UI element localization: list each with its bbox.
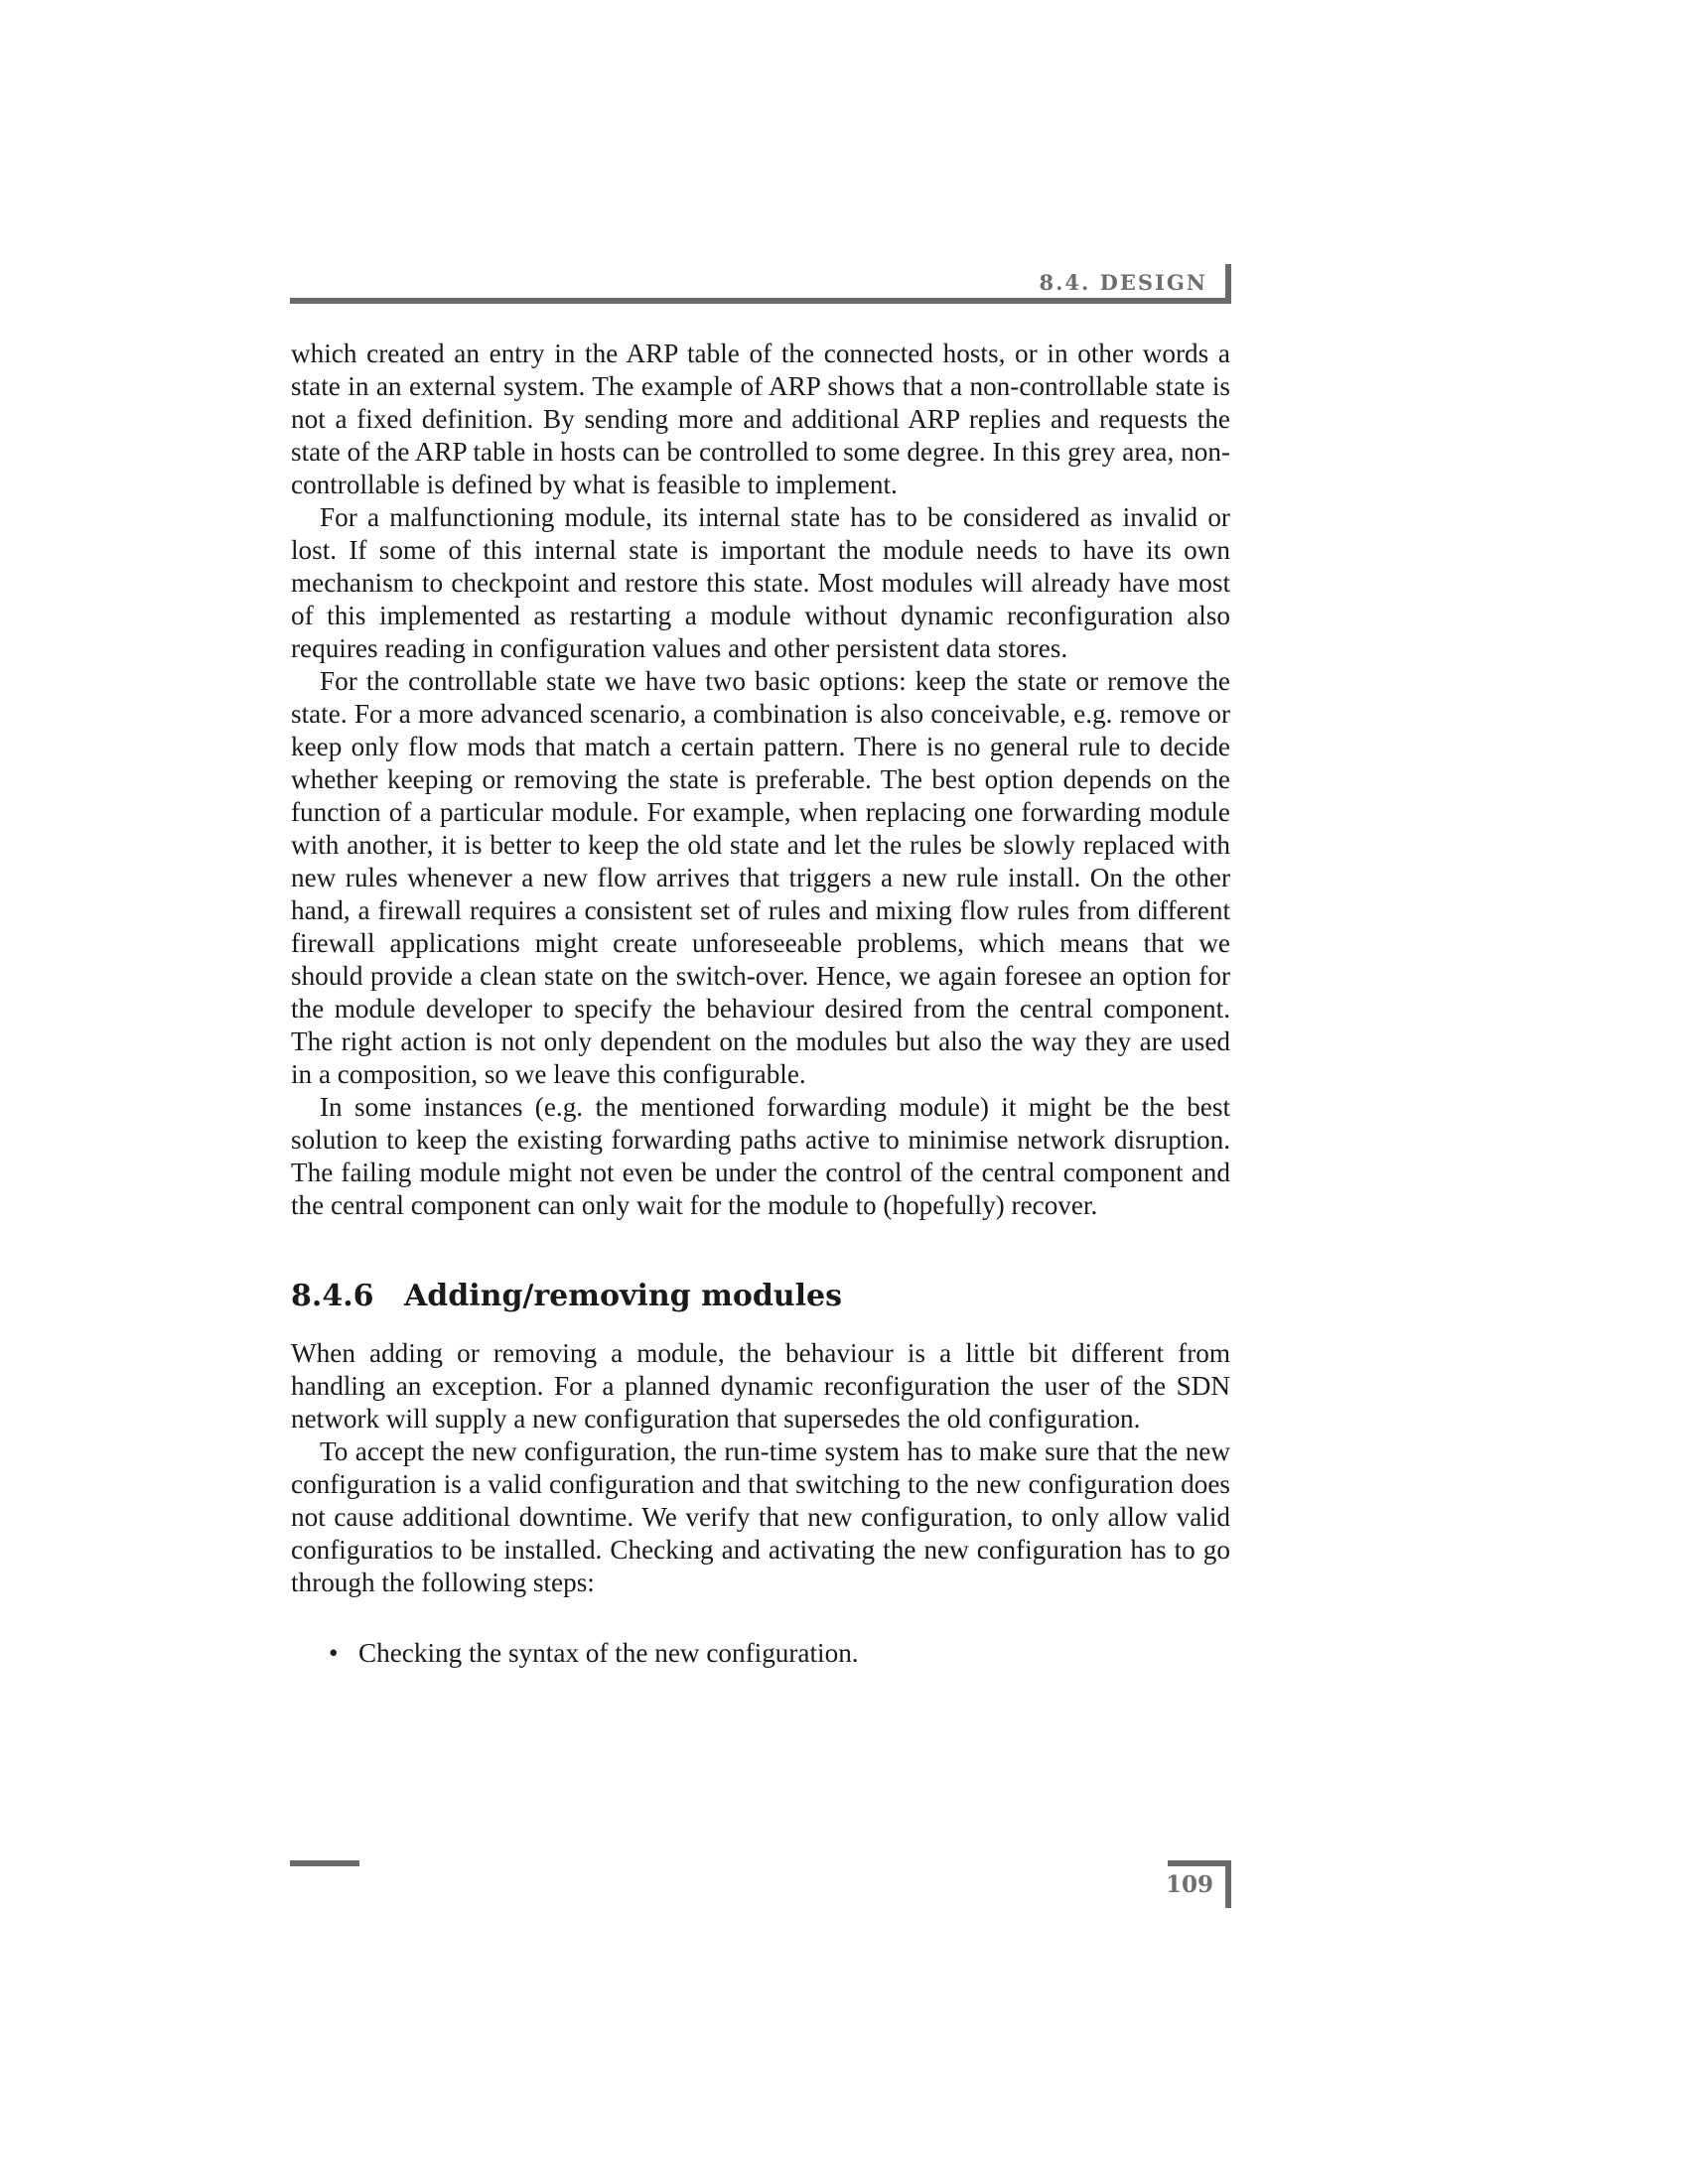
header-corner-bar [1225, 264, 1231, 304]
header-rule [290, 298, 1231, 304]
page-number: 109 [1165, 1871, 1213, 1898]
paragraph: When adding or removing a module, the behaviour is a little bit different from handling an exception. For a planned dynamic reconfiguration the user of the SDN network will supply a new configuration that supersedes the old configuration. [291, 1338, 1230, 1433]
section-number: 8.4.6 [291, 1279, 374, 1313]
paragraph: For a malfunctioning module, its internal state has to be considered as invalid or lost. If some of this internal state is important the module needs to have its own mechanism to checkpoint and restore this state. Most modules will already have most of this implemented as restarting a module without dynamic reconfiguration also requires reading in configuration values and other persistent data stores. [291, 502, 1230, 663]
footer-short-rule [290, 1860, 359, 1866]
paragraph: which created an entry in the ARP table of the connected hosts, or in other words a state in an external system. The example of ARP shows that a non-controllable state is not a fixed definition. By sending more and additional ARP replies and requests the state of the ARP table in hosts can be controlled to some degree. In this grey area, non-controllable is defined by what is feasible to implement. [291, 339, 1230, 499]
running-header-title: 8.4. DESIGN [1039, 270, 1207, 295]
bullet-list [291, 1637, 1230, 1670]
list-item [291, 1637, 1230, 1670]
bullet-icon: • [329, 1638, 339, 1668]
running-header [290, 264, 1231, 304]
footer-rule [1168, 1860, 1231, 1866]
paragraph: To accept the new configuration, the run-time system has to make sure that the new configuration is a valid configuration and that switching to the new configuration does not cause additional downtime. We verify that new configuration, to only allow valid configuratios to be installed. Checking and activating the new configuration has to go through the following steps: [291, 1436, 1230, 1597]
paragraph: For the controllable state we have two basic options: keep the state or remove the state. For a more advanced scenario, a combination is also conceivable, e.g. remove or keep only flow mods that match a certain pattern. There is no general rule to decide whether keeping or removing the state is preferable. The best option depends on the function of a particular module. For example, when replacing one forwarding module with another, it is better to keep the old state and let the rules be slowly replaced with new rules whenever a new flow arrives that triggers a new rule install. On the other hand, a firewall requires a consistent set of rules and mixing flow rules from different firewall applications might create unforeseeable problems, which means that we should provide a clean state on the switch-over. Hence, we again foresee an option for the module developer to specify the behaviour desired from the central component. The right action is not only dependent on the modules but also the way they are used in a composition, so we leave this configurable. [291, 666, 1230, 1089]
section-title: Adding/removing modules [404, 1279, 842, 1313]
list-item-text: Checking the syntax of the new configuration. [358, 1638, 859, 1668]
footer-corner-bar [1225, 1860, 1231, 1908]
section-heading [291, 1278, 1230, 1315]
body-text [291, 338, 1230, 1670]
paragraph: In some instances (e.g. the mentioned forwarding module) it might be the best solution to keep the existing forwarding paths active to minimise network disruption. The failing module might not even be under the control of the central component and the central component can only wait for the module to (hopefully) recover. [291, 1092, 1230, 1220]
